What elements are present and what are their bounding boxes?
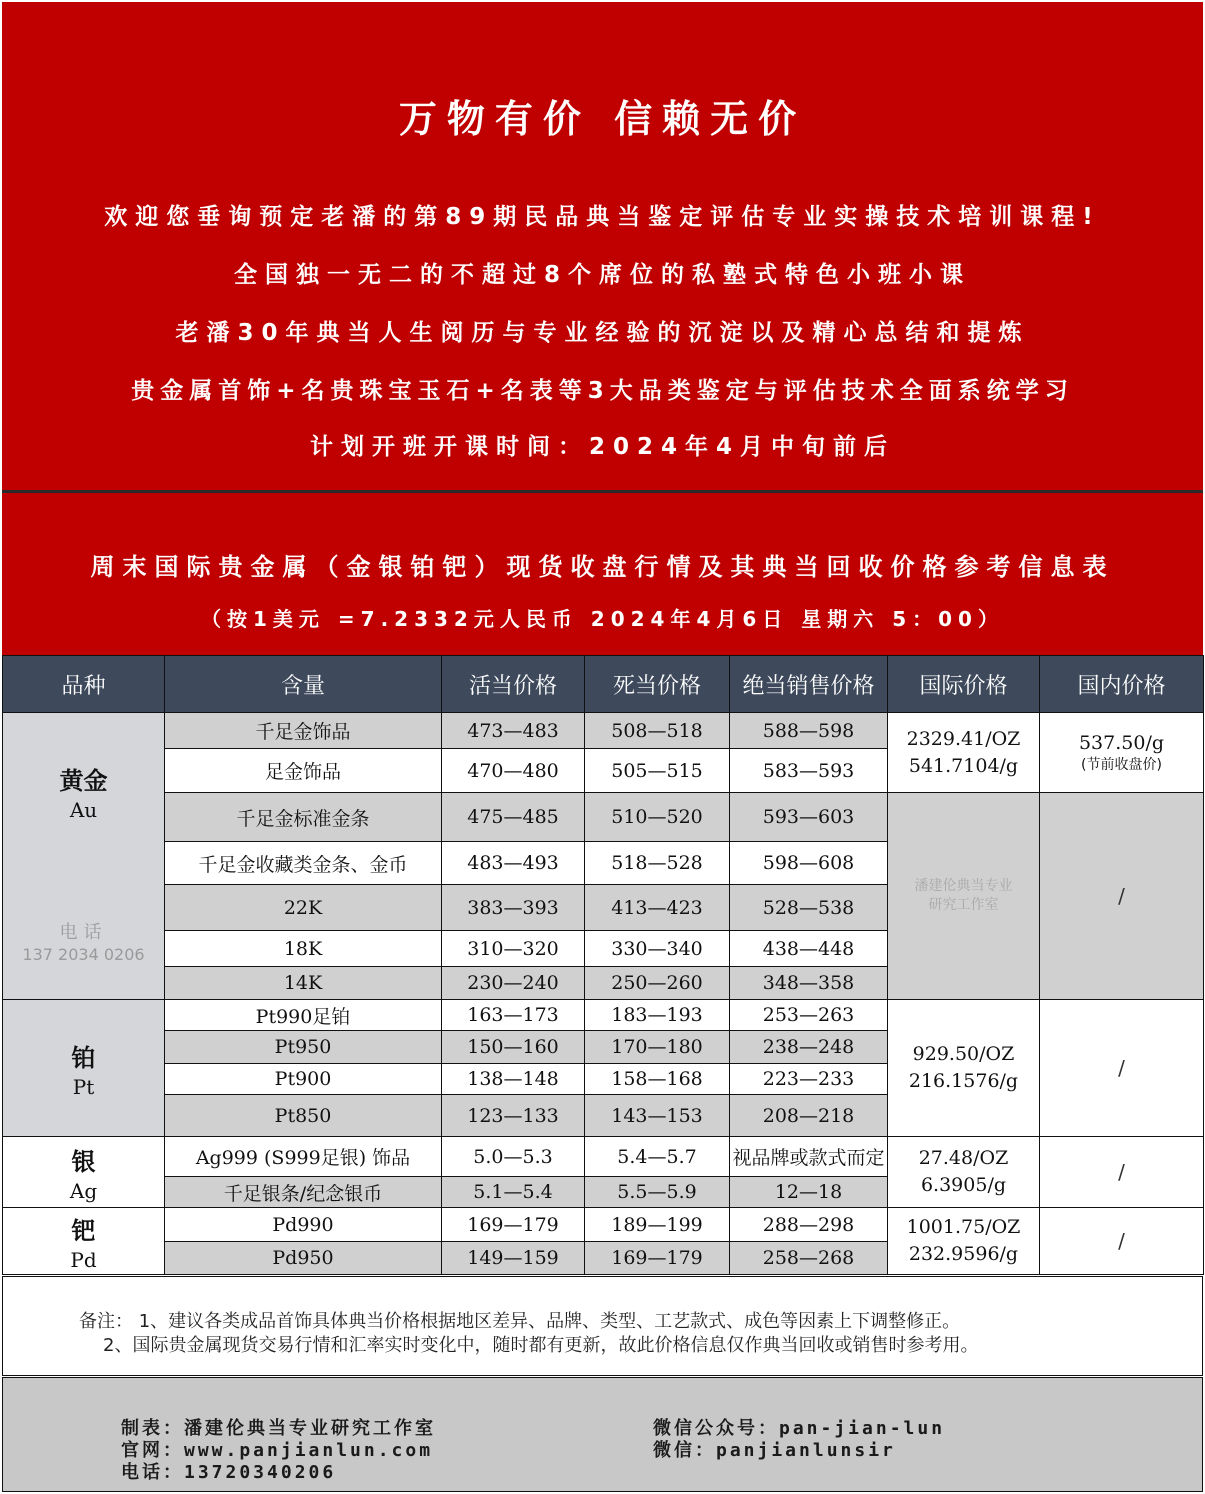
header-kind: 品种 (3, 656, 165, 713)
gold-dead: 508—518 (585, 713, 730, 749)
gold-live: 483—493 (442, 842, 585, 885)
palladium-domestic-price (1040, 1208, 1204, 1275)
platinum-content: Pt850 (165, 1095, 442, 1137)
phone-watermark (3, 922, 164, 966)
gold-live: 383—393 (442, 885, 585, 931)
gold-dom-value: 537.50/g (1078, 731, 1165, 754)
palladium-dead: 189—199 (585, 1208, 730, 1242)
palladium-kind-cell (3, 1208, 165, 1275)
gold-content: 千足金饰品 (165, 713, 442, 749)
header-domestic-price: 国内价格 (1040, 656, 1204, 713)
footer-website-label: 官网： (121, 1440, 184, 1461)
footer-phone (121, 1458, 336, 1484)
palladium-intl-g: 232.9596/g (908, 1243, 1019, 1265)
gold-dom-note: (节前收盘价) (1081, 756, 1162, 773)
phone-watermark-label: 电话 (59, 922, 108, 943)
table-row (3, 793, 1204, 842)
platinum-dead: 170—180 (585, 1031, 730, 1064)
phone-watermark-number: 137 2034 0206 (22, 945, 145, 964)
gold-domestic-price (1040, 713, 1204, 793)
gold-live: 310—320 (442, 931, 585, 967)
gold-live: 230—240 (442, 967, 585, 1000)
platinum-content: Pt990足铂 (165, 1000, 442, 1031)
gold-dom-slash: / (1118, 884, 1125, 908)
price-table (2, 655, 1204, 1275)
palladium-live: 169—179 (442, 1208, 585, 1242)
table-title: 周末国际贵金属（金银铂钯）现货收盘行情及其典当回收价格参考信息表 (90, 553, 1115, 581)
footer-phone-value: 13720340206 (184, 1462, 337, 1483)
platinum-sale: 223—233 (730, 1064, 888, 1095)
gold-content: 千足金收藏类金条、金币 (165, 842, 442, 885)
platinum-intl-oz: 929.50/OZ (912, 1043, 1015, 1065)
silver-kind-cell (3, 1137, 165, 1208)
palladium-content: Pd950 (165, 1242, 442, 1275)
studio-stamp-line2: 研究工作室 (928, 897, 999, 913)
silver-sale: 12—18 (730, 1177, 888, 1208)
gold-dom-slash-cell (1040, 793, 1204, 1000)
footer-maker-value: 潘建伦典当专业研究工作室 (184, 1418, 436, 1439)
platinum-dead: 158—168 (585, 1064, 730, 1095)
palladium-intl-price (888, 1208, 1040, 1275)
intro-line-2: 全国独一无二的不超过8个席位的私塾式特色小班小课 (233, 262, 971, 288)
table-row (3, 1000, 1204, 1031)
platinum-content: Pt950 (165, 1031, 442, 1064)
note-line-2: 2、国际贵金属现货交易行情和汇率实时变化中，随时都有更新，故此价格信息仅作典当回收或销售时参考用。 (103, 1335, 979, 1356)
platinum-name: 铂 (71, 1043, 96, 1072)
gold-sale: 598—608 (730, 842, 888, 885)
footer-phone-label: 电话： (121, 1462, 184, 1483)
gold-live: 473—483 (442, 713, 585, 749)
platinum-live: 138—148 (442, 1064, 585, 1095)
gold-dead: 330—340 (585, 931, 730, 967)
silver-intl-price (888, 1137, 1040, 1208)
gold-intl-price (888, 713, 1040, 793)
platinum-live: 123—133 (442, 1095, 585, 1137)
platinum-live: 163—173 (442, 1000, 585, 1031)
silver-symbol: Ag (69, 1178, 98, 1203)
gold-sale: 438—448 (730, 931, 888, 967)
palladium-sale: 288—298 (730, 1208, 888, 1242)
platinum-intl-g: 216.1576/g (908, 1070, 1019, 1092)
platinum-dead: 143—153 (585, 1095, 730, 1137)
table-header-banner (2, 493, 1203, 655)
footer-maker-label: 制表： (121, 1418, 184, 1439)
footer-wechat-public-value: pan-jian-lun (779, 1418, 946, 1439)
palladium-intl-oz: 1001.75/OZ (906, 1216, 1021, 1238)
slogan: 万物有价 信赖无价 (398, 97, 807, 141)
palladium-dom-slash: / (1118, 1229, 1125, 1253)
intro-line-1: 欢迎您垂询预定老潘的第89期民品典当鉴定评估专业实操技术培训课程! (104, 204, 1101, 230)
header-live-pawn: 活当价格 (442, 656, 585, 713)
header-content: 含量 (165, 656, 442, 713)
note-line-1: 备注： 1、建议各类成品首饰具体典当价格根据地区差异、品牌、类型、工艺款式、成色等因素上下调整修正。 (79, 1311, 961, 1332)
table-row (3, 1208, 1204, 1242)
silver-intl-oz: 27.48/OZ (918, 1147, 1009, 1169)
gold-content: 14K (165, 967, 442, 1000)
table-header-row (3, 656, 1204, 713)
silver-live: 5.1—5.4 (442, 1177, 585, 1208)
footer-wechat (653, 1436, 896, 1462)
platinum-dom-slash: / (1118, 1056, 1125, 1080)
header-sale-price: 绝当销售价格 (730, 656, 888, 713)
footer-wechat-label: 微信： (653, 1440, 716, 1461)
studio-stamp-cell (888, 793, 1040, 1000)
notes-section (2, 1276, 1203, 1376)
gold-intl-oz: 2329.41/OZ (906, 727, 1021, 750)
footer (2, 1377, 1203, 1492)
silver-dead: 5.4—5.7 (585, 1137, 730, 1177)
gold-live: 470—480 (442, 749, 585, 793)
palladium-dead: 169—179 (585, 1242, 730, 1275)
studio-stamp-line1: 潘建伦典当专业 (914, 878, 1013, 894)
silver-content: Ag999 (S999足银) 饰品 (165, 1137, 442, 1177)
table-row (3, 713, 1204, 749)
gold-sale: 593—603 (730, 793, 888, 842)
silver-name: 银 (71, 1147, 96, 1176)
course-date-line: 计划开班开课时间：2024年4月中旬前后 (309, 434, 896, 460)
gold-sale: 583—593 (730, 749, 888, 793)
silver-live: 5.0—5.3 (442, 1137, 585, 1177)
platinum-dead: 183—193 (585, 1000, 730, 1031)
top-banner (2, 2, 1203, 490)
gold-intl-g: 541.7104/g (908, 754, 1019, 777)
platinum-live: 150—160 (442, 1031, 585, 1064)
palladium-content: Pd990 (165, 1208, 442, 1242)
silver-sale: 视品牌或款式而定 (730, 1137, 888, 1177)
gold-dead: 413—423 (585, 885, 730, 931)
gold-content: 千足金标准金条 (165, 793, 442, 842)
gold-dead: 505—515 (585, 749, 730, 793)
gold-kind-cell (3, 713, 165, 1000)
silver-domestic-price (1040, 1137, 1204, 1208)
palladium-sale: 258—268 (730, 1242, 888, 1275)
header-intl-price: 国际价格 (888, 656, 1040, 713)
gold-live: 475—485 (442, 793, 585, 842)
gold-dead: 250—260 (585, 967, 730, 1000)
palladium-name: 钯 (71, 1216, 96, 1245)
gold-symbol: Au (69, 798, 98, 822)
silver-dead: 5.5—5.9 (585, 1177, 730, 1208)
platinum-symbol: Pt (72, 1074, 95, 1099)
intro-line-3: 老潘30年典当人生阅历与专业经验的沉淀以及精心总结和提炼 (175, 320, 1030, 346)
platinum-domestic-price (1040, 1000, 1204, 1137)
gold-name: 黄金 (59, 767, 108, 795)
gold-dead: 518—528 (585, 842, 730, 885)
gold-content: 22K (165, 885, 442, 931)
palladium-live: 149—159 (442, 1242, 585, 1275)
platinum-content: Pt900 (165, 1064, 442, 1095)
platinum-sale: 253—263 (730, 1000, 888, 1031)
gold-dead: 510—520 (585, 793, 730, 842)
platinum-sale: 238—248 (730, 1031, 888, 1064)
silver-content: 千足银条/纪念银币 (165, 1177, 442, 1208)
platinum-intl-price (888, 1000, 1040, 1137)
platinum-kind-cell (3, 1000, 165, 1137)
gold-sale: 348—358 (730, 967, 888, 1000)
intro-line-4: 贵金属首饰+名贵珠宝玉石+名表等3大品类鉴定与评估技术全面系统学习 (131, 378, 1074, 404)
platinum-sale: 208—218 (730, 1095, 888, 1137)
silver-dom-slash: / (1118, 1160, 1125, 1184)
exchange-rate-line: （按1美元 =7.2332元人民币 2024年4月6日 星期六 5：00） (201, 607, 1004, 631)
gold-sale: 528—538 (730, 885, 888, 931)
footer-wechat-public-label: 微信公众号： (653, 1418, 779, 1439)
gold-content: 18K (165, 931, 442, 967)
palladium-symbol: Pd (70, 1247, 97, 1272)
header-dead-pawn: 死当价格 (585, 656, 730, 713)
table-row (3, 1137, 1204, 1177)
silver-intl-g: 6.3905/g (920, 1174, 1007, 1196)
footer-website-link[interactable]: www.panjianlun.com (184, 1440, 434, 1461)
gold-sale: 588—598 (730, 713, 888, 749)
footer-wechat-value: panjianlunsir (716, 1440, 896, 1461)
gold-content: 足金饰品 (165, 749, 442, 793)
